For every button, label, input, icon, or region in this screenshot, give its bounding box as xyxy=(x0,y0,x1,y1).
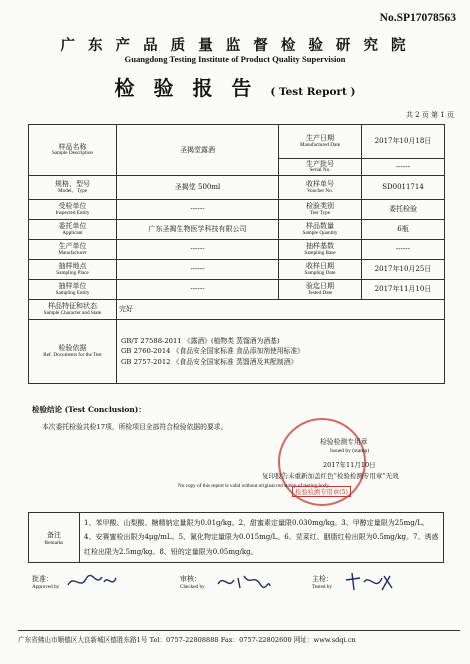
value-sample-quantity: 6瓶 xyxy=(362,220,445,240)
page-info: 共 2 页 第 1 页 xyxy=(405,111,454,119)
tested-signature xyxy=(342,570,402,594)
report-title-cn: 检 验 报 告 xyxy=(114,76,258,100)
stamp-note-cn: 复印报告未重新加盖红色“检验检测专用章”无效 xyxy=(262,472,399,480)
stamp-title-en: Issued by (stamp) xyxy=(330,448,370,454)
stamp-date: 2017年11月10日 xyxy=(323,461,376,469)
label-voucher-no: 收样单号 Voucher No. xyxy=(279,176,362,200)
label-sampling-place: 抽样地点 Sampling Place xyxy=(29,260,117,280)
stamp-title-cn: 检验检测专用章 xyxy=(320,438,368,446)
approved-signature xyxy=(64,570,120,592)
report-title-en: ( Test Report ) xyxy=(270,86,356,98)
report-number: No.SP17078563 xyxy=(379,12,456,24)
approved-by: 批准： Approved by xyxy=(32,575,60,590)
ref-doc-item: GB/T 27588-2011 《露酒》(植物类 蒸馏酒为酒基) xyxy=(121,337,280,346)
label-tested-date: 验迄日期 Tested Date xyxy=(279,280,362,300)
value-manufactured-date: 2017年10月18日 xyxy=(362,125,445,159)
remarks-table xyxy=(28,512,444,563)
value-model-type: 圣揭堂 500ml xyxy=(117,176,279,200)
value-manufacturer: ------ xyxy=(117,240,279,260)
value-inspected-entity: ------ xyxy=(117,200,279,220)
label-remarks: 备注 Remarks xyxy=(29,513,80,563)
institute-name-cn: 广 东 产 品 质 量 监 督 检 验 研 究 院 xyxy=(60,37,410,54)
checked-by: 审核： Checked by xyxy=(180,575,205,590)
stamp-mark: 检验检测专用章(5) xyxy=(292,486,351,497)
label-ref-docs: 检验依据 Ref. Documents for the Test xyxy=(29,320,117,384)
label-sampling-entity: 抽样单位 Sampling Entity xyxy=(29,280,117,300)
value-receiving-date: 2017年10月25日 xyxy=(362,260,445,280)
conclusion-label: 检验结论 (Test Conclusion)： xyxy=(32,405,146,414)
label-applicant: 委托单位 Applicant xyxy=(29,220,117,240)
ref-docs-list xyxy=(117,320,445,384)
value-tested-date: 2017年11月10日 xyxy=(362,280,445,300)
institute-name-en: Guangdong Testing Institute of Product Quality Supervision xyxy=(124,54,346,64)
value-voucher-no: SD0011714 xyxy=(362,176,445,200)
value-serial-no: ------ xyxy=(362,159,445,176)
value-sampling-place: ------ xyxy=(117,260,279,280)
label-manufacturer: 生产单位 Manufacturer xyxy=(29,240,117,260)
ref-doc-item: GB 2760-2014 《食品安全国家标准 食品添加剂使用标准》 xyxy=(121,347,304,356)
report-info-table xyxy=(28,124,445,384)
label-manufactured-date: 生产日期 Manufactured Date xyxy=(279,125,362,159)
label-sampling-base: 抽样基数 Sampling Base xyxy=(279,240,362,260)
footer-contact: 广东省佛山市顺德区大良新城区德胜东路1号 Tel：0757-22808888 Fax：0757-22802600 网址：www.sdqi.cn xyxy=(18,630,460,644)
label-serial-no: 生产批号 Serial No. xyxy=(279,159,362,176)
report-title xyxy=(0,72,470,101)
value-sampling-entity: ------ xyxy=(117,280,279,300)
label-model-type: 规格、型号 Model、Type xyxy=(29,176,117,200)
label-test-type: 检验类别 Test Type xyxy=(279,200,362,220)
label-inspected-entity: 受检单位 Inspected Entity xyxy=(29,200,117,220)
value-test-type: 委托检验 xyxy=(362,200,445,220)
label-sample-desc: 样品名称 Sample Description xyxy=(29,125,117,176)
ref-doc-item: GB 2757-2012 《食品安全国家标准 蒸馏酒及其配制酒》 xyxy=(121,357,298,366)
remarks-text: 1、苯甲酸、山梨酸、糖精钠定量限为0.01g/kg。2、甜蜜素定量限0.030mg/kg。3、甲醇定量限为25mg/L。4、安赛蜜检出限为4μg/mL。5、氰化物定量限为0.015mg/L。6、苋菜红、胭脂红检出限为0.5mg/kg。7、诱惑红检出限为2.5mg/kg。8、铅的定量限为0.05mg/kg。 xyxy=(80,513,444,563)
value-sample-desc: 圣揭堂露酒 xyxy=(117,125,279,176)
value-sample-character: 完好 xyxy=(117,300,445,320)
label-sample-character: 样品特征和状态 Sample Character and State xyxy=(29,300,117,320)
checked-signature xyxy=(214,570,274,592)
label-receiving-date: 收样日期 Sampling Date xyxy=(279,260,362,280)
conclusion-text: 本次委托检验共检17项，所检项目全部符合检验依据的要求。 xyxy=(42,423,228,431)
stamp-note-en: No copy of this report is valid without original red stamp of testing body xyxy=(178,483,329,489)
label-sample-quantity: 样品数量 Sample Quantity xyxy=(279,220,362,240)
value-sampling-base: ------ xyxy=(362,240,445,260)
value-applicant: 广东圣揭生物医学科技有限公司 xyxy=(117,220,279,240)
tested-by: 主检： Tested by xyxy=(312,575,333,590)
